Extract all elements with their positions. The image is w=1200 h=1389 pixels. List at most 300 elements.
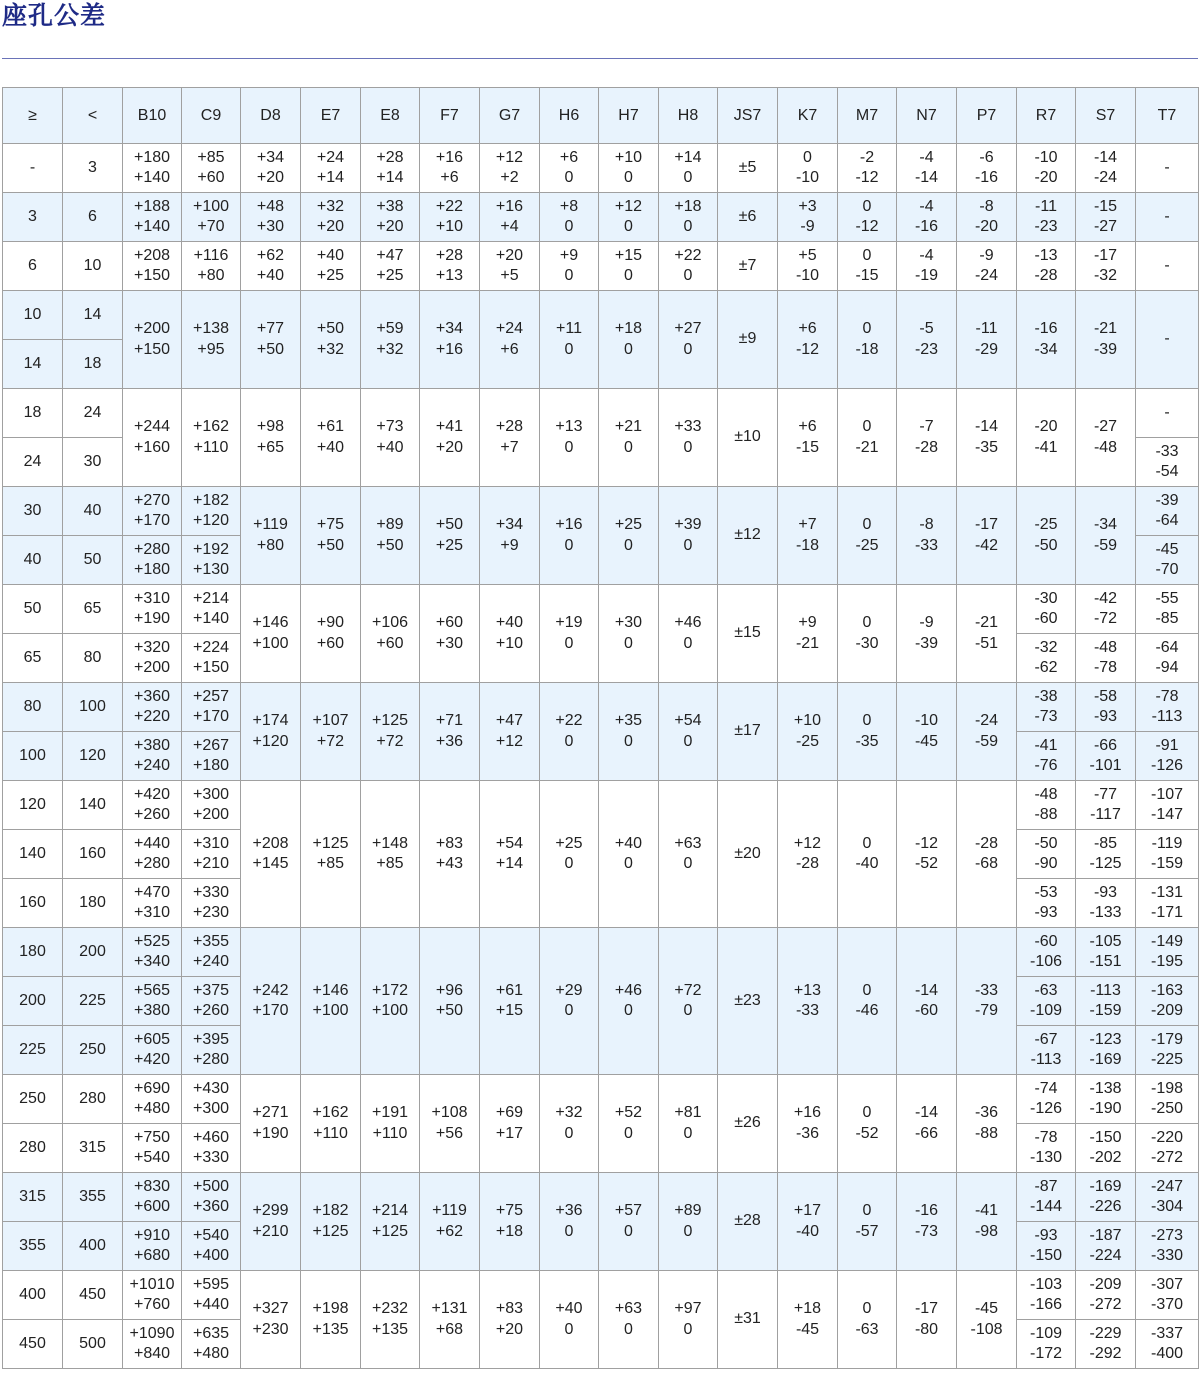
upper-deviation: +38	[376, 197, 404, 215]
tolerance-cell	[1017, 781, 1076, 830]
tolerance-cell	[301, 683, 361, 781]
tolerance-cell	[241, 781, 301, 928]
lower-deviation: +120	[192, 512, 230, 529]
range-to: 280	[63, 1075, 123, 1124]
tolerance-cell	[838, 683, 897, 781]
tolerance-cell	[420, 291, 480, 389]
upper-deviation: +16	[495, 197, 524, 215]
upper-deviation: +540	[192, 1226, 230, 1244]
tolerance-cell	[480, 781, 540, 928]
lower-deviation: -73	[914, 1222, 939, 1240]
lower-deviation: +65	[256, 438, 285, 456]
tolerance-cell	[897, 928, 957, 1075]
lower-deviation: 0	[564, 732, 574, 750]
range-from: 6	[3, 242, 63, 291]
upper-deviation: -17	[974, 516, 999, 533]
upper-deviation: +20	[495, 246, 524, 264]
upper-deviation: +90	[316, 614, 345, 631]
upper-deviation: +83	[435, 834, 464, 852]
upper-deviation: -11	[1035, 197, 1057, 215]
tolerance-cell	[123, 389, 182, 487]
lower-deviation: -79	[974, 1002, 999, 1019]
lower-deviation: +140	[192, 610, 230, 627]
upper-deviation: +310	[133, 589, 171, 607]
upper-deviation: +6	[798, 320, 817, 337]
lower-deviation: -59	[974, 732, 999, 750]
tolerance-cell	[778, 928, 838, 1075]
upper-deviation: +22	[435, 197, 464, 215]
tolerance-cell	[1017, 1173, 1076, 1222]
lower-deviation: 0	[683, 536, 693, 554]
tolerance-cell	[957, 1173, 1017, 1271]
upper-deviation: +108	[431, 1104, 468, 1121]
lower-deviation: -195	[1150, 953, 1184, 970]
tolerance-cell	[1136, 585, 1199, 634]
tolerance-cell	[1136, 732, 1199, 781]
lower-deviation: -20	[974, 218, 999, 235]
tolerance-cell	[599, 1173, 659, 1271]
lower-deviation: +190	[133, 610, 171, 627]
tolerance-cell	[957, 242, 1017, 291]
upper-deviation: +208	[133, 246, 171, 264]
tolerance-cell	[1136, 781, 1199, 830]
upper-deviation: +131	[431, 1300, 468, 1317]
lower-deviation: -15	[855, 267, 879, 284]
upper-deviation: +72	[674, 981, 702, 999]
upper-deviation: +119	[253, 516, 288, 533]
lower-deviation: +9	[500, 536, 519, 554]
upper-deviation: -	[1164, 330, 1170, 348]
upper-deviation: +52	[614, 1104, 643, 1121]
range-to: 315	[63, 1124, 123, 1173]
upper-deviation: +910	[133, 1226, 171, 1244]
tolerance-cell	[301, 193, 361, 242]
tolerance-cell	[1076, 928, 1136, 977]
range-to: 355	[63, 1173, 123, 1222]
tolerance-cell	[1136, 1222, 1199, 1271]
lower-deviation: -90	[1034, 855, 1058, 872]
lower-deviation: -28	[795, 855, 820, 872]
tolerance-cell	[1076, 977, 1136, 1026]
lower-deviation: -126	[1029, 1100, 1063, 1117]
tolerance-cell	[123, 1320, 182, 1369]
tolerance-cell	[599, 487, 659, 585]
lower-deviation: 0	[624, 1002, 633, 1019]
lower-deviation: 0	[624, 340, 633, 358]
lower-deviation: -113	[1151, 708, 1183, 725]
upper-deviation: +146	[252, 614, 289, 631]
tolerance-cell	[1136, 977, 1199, 1026]
tolerance-cell	[540, 928, 599, 1075]
upper-deviation: 0	[862, 320, 872, 337]
column-header: S7	[1076, 88, 1136, 144]
lower-deviation: 0	[624, 1222, 633, 1240]
lower-deviation: +50	[316, 536, 345, 554]
upper-deviation: +24	[316, 148, 345, 166]
lower-deviation: -70	[1155, 561, 1179, 578]
upper-deviation: +690	[133, 1079, 171, 1097]
upper-deviation: +180	[133, 148, 171, 166]
lower-deviation: -9	[800, 218, 815, 235]
upper-deviation: 0	[862, 834, 872, 852]
upper-deviation: -	[1164, 403, 1170, 421]
lower-deviation: -12	[855, 169, 879, 186]
lower-deviation: -202	[1089, 1149, 1122, 1166]
tolerance-cell	[182, 536, 241, 585]
lower-deviation: +210	[192, 855, 230, 872]
tolerance-cell	[301, 291, 361, 389]
upper-deviation: +430	[192, 1079, 230, 1097]
upper-deviation: -42	[1093, 589, 1118, 607]
upper-deviation: ±12	[734, 526, 761, 544]
column-header: G7	[480, 88, 540, 144]
tolerance-cell	[123, 781, 182, 830]
tolerance-cell	[480, 389, 540, 487]
lower-deviation: -28	[914, 438, 939, 456]
tolerance-cell	[540, 1271, 599, 1369]
lower-deviation: +680	[133, 1247, 171, 1264]
lower-deviation: 0	[683, 438, 693, 456]
upper-deviation: -8	[979, 197, 994, 215]
tolerance-cell	[1136, 928, 1199, 977]
tolerance-cell	[1136, 1320, 1199, 1369]
tolerance-cell	[1076, 487, 1136, 585]
tolerance-cell	[838, 487, 897, 585]
range-to: 120	[63, 732, 123, 781]
lower-deviation: -27	[1093, 218, 1118, 235]
upper-deviation: +50	[435, 516, 464, 533]
upper-deviation: -187	[1089, 1226, 1122, 1244]
upper-deviation: +15	[614, 246, 643, 264]
hole-tolerance-table	[2, 87, 1199, 1369]
lower-deviation: +230	[192, 904, 230, 921]
tolerance-cell	[718, 585, 778, 683]
table-row	[3, 487, 1199, 536]
table-row	[3, 291, 1199, 340]
lower-deviation: 0	[683, 732, 693, 750]
upper-deviation: -169	[1089, 1177, 1122, 1195]
tolerance-cell	[599, 242, 659, 291]
upper-deviation: +40	[614, 834, 643, 852]
tolerance-cell	[659, 1173, 718, 1271]
lower-deviation: +480	[192, 1345, 230, 1362]
upper-deviation: +71	[435, 712, 464, 729]
tolerance-cell	[241, 1173, 301, 1271]
upper-deviation: -78	[1034, 1128, 1058, 1146]
lower-deviation: -330	[1150, 1247, 1184, 1264]
lower-deviation: +6	[500, 340, 519, 358]
lower-deviation: +160	[133, 438, 171, 456]
upper-deviation: -138	[1089, 1079, 1122, 1097]
upper-deviation: -77	[1093, 785, 1118, 803]
tolerance-cell	[540, 242, 599, 291]
upper-deviation: -9	[979, 246, 994, 264]
upper-deviation: +420	[133, 785, 171, 803]
lower-deviation: -32	[1093, 267, 1118, 284]
upper-deviation: -5	[919, 320, 934, 337]
lower-deviation: 0	[683, 855, 693, 872]
upper-deviation: -113	[1090, 981, 1121, 999]
upper-deviation: +97	[674, 1300, 702, 1317]
tolerance-cell	[182, 1026, 241, 1075]
tolerance-cell	[1017, 1075, 1076, 1124]
lower-deviation: -147	[1150, 806, 1184, 823]
tolerance-cell	[1017, 977, 1076, 1026]
upper-deviation: +75	[495, 1202, 524, 1219]
tolerance-cell	[778, 487, 838, 585]
lower-deviation: +150	[133, 267, 171, 284]
tolerance-cell	[1076, 683, 1136, 732]
upper-deviation: -273	[1150, 1226, 1184, 1244]
lower-deviation: +20	[435, 438, 464, 456]
tolerance-cell	[838, 585, 897, 683]
upper-deviation: -20	[1034, 418, 1058, 435]
upper-deviation: -	[1164, 256, 1170, 274]
upper-deviation: -4	[919, 197, 934, 215]
tolerance-cell	[838, 1173, 897, 1271]
lower-deviation: +2	[500, 169, 519, 186]
range-to: 400	[63, 1222, 123, 1271]
tolerance-cell	[1017, 585, 1076, 634]
tolerance-cell	[361, 1173, 420, 1271]
upper-deviation: -220	[1150, 1128, 1184, 1146]
tolerance-cell	[1076, 1222, 1136, 1271]
upper-deviation: +162	[192, 418, 230, 435]
upper-deviation: +148	[371, 834, 409, 852]
column-header: P7	[957, 88, 1017, 144]
lower-deviation: -21	[795, 634, 820, 652]
upper-deviation: 0	[862, 1300, 872, 1317]
upper-deviation: -21	[974, 614, 999, 631]
lower-deviation: -76	[1034, 757, 1058, 774]
upper-deviation: +299	[252, 1202, 289, 1219]
tolerance-cell	[957, 928, 1017, 1075]
lower-deviation: -12	[855, 218, 879, 235]
lower-deviation: +14	[316, 169, 345, 186]
upper-deviation: -	[1164, 207, 1170, 225]
lower-deviation: 0	[683, 218, 693, 235]
lower-deviation: +40	[256, 267, 285, 284]
lower-deviation: +480	[133, 1100, 171, 1117]
tolerance-cell	[182, 144, 241, 193]
tolerance-cell	[241, 144, 301, 193]
upper-deviation: -16	[914, 1202, 939, 1219]
tolerance-cell	[1136, 291, 1199, 389]
lower-deviation: +125	[371, 1222, 409, 1240]
upper-deviation: +17	[793, 1202, 822, 1219]
range-from: 50	[3, 585, 63, 634]
tolerance-cell	[420, 585, 480, 683]
upper-deviation: +119	[432, 1202, 467, 1219]
lower-deviation: -159	[1089, 1002, 1122, 1019]
upper-deviation: +750	[133, 1128, 171, 1146]
lower-deviation: 0	[624, 732, 633, 750]
upper-deviation: +34	[435, 320, 464, 337]
upper-deviation: +18	[614, 320, 643, 337]
lower-deviation: +68	[435, 1320, 464, 1338]
lower-deviation: +5	[500, 267, 519, 284]
upper-deviation: +75	[316, 516, 345, 533]
lower-deviation: -250	[1150, 1100, 1184, 1117]
tolerance-cell	[420, 389, 480, 487]
upper-deviation: -33	[1155, 442, 1179, 460]
tolerance-cell	[123, 977, 182, 1026]
upper-deviation: -13	[1034, 246, 1058, 264]
upper-deviation: 0	[862, 614, 872, 631]
lower-deviation: +25	[435, 536, 464, 554]
upper-deviation: -8	[919, 516, 934, 533]
table-row	[3, 144, 1199, 193]
lower-deviation: +32	[376, 340, 404, 358]
lower-deviation: -29	[974, 340, 999, 358]
range-from: 14	[3, 340, 63, 389]
lower-deviation: +72	[376, 732, 404, 750]
lower-deviation: 0	[564, 1124, 574, 1142]
lower-deviation: +180	[133, 561, 171, 578]
tolerance-cell	[241, 291, 301, 389]
tolerance-cell	[420, 242, 480, 291]
range-from: 40	[3, 536, 63, 585]
upper-deviation: -64	[1155, 638, 1179, 656]
tolerance-cell	[182, 830, 241, 879]
upper-deviation: -41	[1034, 736, 1058, 754]
tolerance-cell	[1017, 683, 1076, 732]
tolerance-cell	[957, 1075, 1017, 1173]
tolerance-cell	[241, 683, 301, 781]
range-from: 200	[3, 977, 63, 1026]
lower-deviation: -12	[795, 340, 820, 358]
upper-deviation: +106	[371, 614, 409, 631]
range-to: 30	[63, 438, 123, 487]
upper-deviation: +192	[192, 540, 230, 558]
tolerance-cell	[420, 781, 480, 928]
tolerance-cell	[540, 193, 599, 242]
lower-deviation: 0	[624, 1124, 633, 1142]
upper-deviation: -	[1164, 158, 1170, 176]
lower-deviation: +60	[316, 634, 345, 652]
tolerance-cell	[1136, 1075, 1199, 1124]
upper-deviation: -337	[1150, 1324, 1184, 1342]
tolerance-cell	[241, 1271, 301, 1369]
lower-deviation: -130	[1029, 1149, 1063, 1166]
upper-deviation: +271	[252, 1104, 289, 1121]
range-to: 24	[63, 389, 123, 438]
upper-deviation: +9	[798, 614, 817, 631]
upper-deviation: +830	[133, 1177, 171, 1195]
lower-deviation: -50	[1034, 536, 1058, 554]
lower-deviation: -52	[914, 855, 939, 872]
upper-deviation: +565	[133, 981, 171, 999]
lower-deviation: +85	[316, 855, 345, 872]
upper-deviation: -21	[1093, 320, 1118, 337]
title-divider	[2, 58, 1198, 59]
upper-deviation: +13	[793, 981, 822, 999]
tolerance-cell	[182, 1320, 241, 1369]
tolerance-cell	[957, 781, 1017, 928]
lower-deviation: +25	[376, 267, 404, 284]
range-to: 80	[63, 634, 123, 683]
table-row	[3, 193, 1199, 242]
lower-deviation: +10	[435, 218, 464, 235]
upper-deviation: +18	[674, 197, 702, 215]
tolerance-cell	[1076, 291, 1136, 389]
lower-deviation: -24	[1093, 169, 1118, 186]
lower-deviation: +180	[192, 757, 230, 774]
column-header: T7	[1136, 88, 1199, 144]
tolerance-cell	[599, 144, 659, 193]
upper-deviation: -67	[1034, 1030, 1058, 1048]
tolerance-cell	[1136, 487, 1199, 536]
upper-deviation: +198	[312, 1300, 349, 1317]
upper-deviation: -209	[1089, 1275, 1122, 1293]
lower-deviation: -144	[1029, 1198, 1063, 1215]
lower-deviation: +18	[495, 1222, 524, 1240]
range-from: 180	[3, 928, 63, 977]
lower-deviation: -93	[1034, 904, 1058, 921]
lower-deviation: 0	[683, 1320, 693, 1338]
range-from: 315	[3, 1173, 63, 1222]
tolerance-cell	[718, 144, 778, 193]
tolerance-cell	[1076, 144, 1136, 193]
tolerance-cell	[123, 1222, 182, 1271]
lower-deviation: 0	[683, 169, 693, 186]
lower-deviation: +150	[133, 340, 171, 358]
upper-deviation: +40	[555, 1300, 583, 1317]
range-from: 24	[3, 438, 63, 487]
upper-deviation: +73	[376, 418, 404, 435]
lower-deviation: +13	[435, 267, 464, 284]
lower-deviation: -88	[1034, 806, 1058, 823]
lower-deviation: +420	[133, 1051, 171, 1068]
upper-deviation: +61	[495, 981, 524, 999]
lower-deviation: +100	[371, 1002, 409, 1019]
upper-deviation: +10	[614, 148, 643, 166]
lower-deviation: -159	[1150, 855, 1184, 872]
range-to: 160	[63, 830, 123, 879]
lower-deviation: 0	[624, 536, 633, 554]
tolerance-cell	[301, 389, 361, 487]
tolerance-cell	[182, 879, 241, 928]
upper-deviation: 0	[803, 148, 812, 166]
lower-deviation: +95	[197, 340, 225, 358]
tolerance-cell	[659, 1075, 718, 1173]
tolerance-cell	[1136, 144, 1199, 193]
tolerance-cell	[778, 781, 838, 928]
tolerance-cell	[1076, 781, 1136, 830]
tolerance-cell	[599, 291, 659, 389]
lower-deviation: +43	[435, 855, 464, 872]
lower-deviation: 0	[564, 340, 574, 358]
lower-deviation: 0	[683, 1222, 693, 1240]
tolerance-cell	[123, 1173, 182, 1222]
tolerance-cell	[778, 1271, 838, 1369]
upper-deviation: +182	[312, 1202, 349, 1219]
upper-deviation: 0	[862, 418, 872, 435]
lower-deviation: +150	[192, 659, 230, 676]
lower-deviation: -209	[1150, 1002, 1184, 1019]
tolerance-cell	[957, 487, 1017, 585]
tolerance-cell	[1076, 634, 1136, 683]
tolerance-cell	[182, 1222, 241, 1271]
upper-deviation: ±6	[738, 207, 757, 225]
tolerance-cell	[718, 193, 778, 242]
upper-deviation: -27	[1093, 418, 1118, 435]
tolerance-cell	[778, 291, 838, 389]
lower-deviation: +170	[133, 512, 171, 529]
range-to: 40	[63, 487, 123, 536]
page-title: 座孔公差	[2, 1, 107, 30]
lower-deviation: +16	[435, 340, 464, 358]
